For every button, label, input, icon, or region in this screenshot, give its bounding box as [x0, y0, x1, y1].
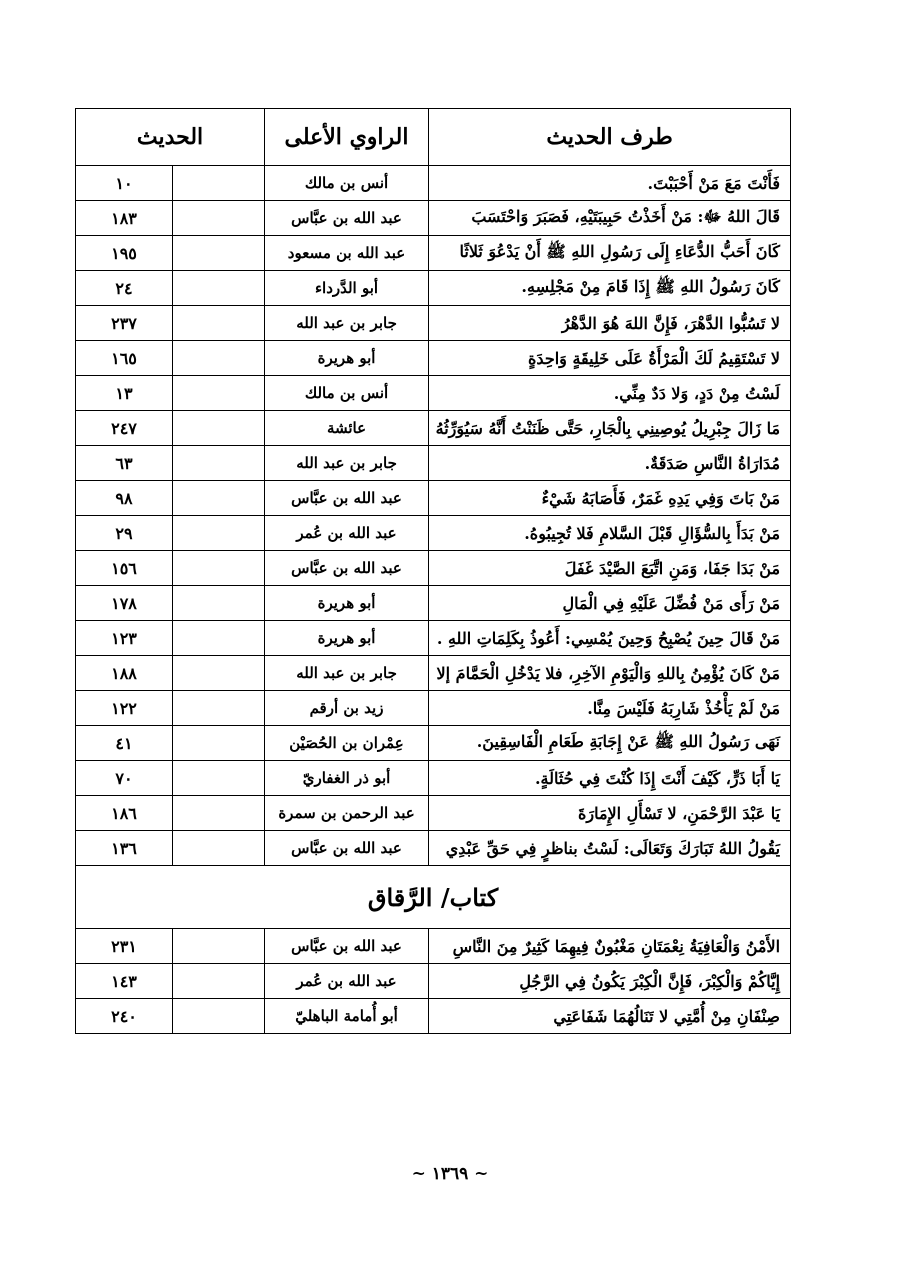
empty-cell [173, 341, 265, 376]
hadith-index-table [75, 108, 791, 1034]
hadith-text-cell: مَا زَالَ جِبْرِيلُ يُوصِينِي بِالْجَارِ، حَتَّى ظَنَنْتُ أَنَّهُ سَيُوَرِّثُهُ [429, 411, 791, 446]
hadith-number-cell: ١٣ [76, 376, 173, 411]
hadith-number-cell: ١٦٥ [76, 341, 173, 376]
header-hadith-text: طرف الحديث [429, 109, 791, 166]
table-row [76, 376, 791, 411]
hadith-text-cell: صِنْفَانِ مِنْ أُمَّتِي لا تَنَالُهُمَا شَفَاعَتِي [429, 999, 791, 1034]
hadith-text-cell: كَانَ رَسُولُ اللهِ ﷺ إِذَا قَامَ مِنْ مَجْلِسِهِ. [429, 271, 791, 306]
hadith-number-cell: ١٠ [76, 166, 173, 201]
empty-cell [173, 586, 265, 621]
empty-cell [173, 831, 265, 866]
empty-cell [173, 376, 265, 411]
narrator-cell: جابر بن عبد الله [265, 446, 429, 481]
hadith-number-cell: ٩٨ [76, 481, 173, 516]
narrator-cell: أبو أُمامة الباهليّ [265, 999, 429, 1034]
table-row [76, 271, 791, 306]
table-row [76, 831, 791, 866]
empty-cell [173, 201, 265, 236]
section-heading-row [76, 866, 791, 929]
table-row [76, 446, 791, 481]
hadith-number-cell: ١٧٨ [76, 586, 173, 621]
empty-cell [173, 516, 265, 551]
empty-cell [173, 411, 265, 446]
hadith-text-cell: مَنْ بَدَا جَفَا، وَمَنِ اتَّبَعَ الصَّيْدَ غَفَلَ [429, 551, 791, 586]
empty-cell [173, 271, 265, 306]
table-row [76, 964, 791, 999]
table-row [76, 726, 791, 761]
table-row [76, 306, 791, 341]
empty-cell [173, 621, 265, 656]
hadith-text-cell: إِيَّاكُمْ وَالْكِبْرَ، فَإِنَّ الْكِبْرَ يَكُونُ فِي الرَّجُلِ [429, 964, 791, 999]
hadith-text-cell: الأَمْنُ وَالْعَافِيَةُ نِعْمَتَانِ مَغْبُونٌ فِيهِمَا كَثِيرٌ مِنَ النَّاسِ [429, 929, 791, 964]
header-number: الحديث [76, 109, 265, 166]
empty-cell [173, 796, 265, 831]
hadith-number-cell: ١٣٦ [76, 831, 173, 866]
table-row [76, 761, 791, 796]
hadith-text-cell: فَأَنْتَ مَعَ مَنْ أَحْبَبْتَ. [429, 166, 791, 201]
hadith-text-cell: قَالَ اللهُ ﷻ: مَنْ أَخَذْتُ حَبِيبَتَيْهِ، فَصَبَرَ وَاحْتَسَبَ [429, 201, 791, 236]
table-row [76, 691, 791, 726]
table-row [76, 929, 791, 964]
hadith-text-cell: يَقُولُ اللهُ تَبَارَكَ وَتَعَالَى: لَسْتُ بناظرٍ فِي حَقِّ عَبْدِي [429, 831, 791, 866]
hadith-number-cell: ١٥٦ [76, 551, 173, 586]
table-row [76, 341, 791, 376]
narrator-cell: جابر بن عبد الله [265, 656, 429, 691]
narrator-cell: أنس بن مالك [265, 376, 429, 411]
empty-cell [173, 166, 265, 201]
hadith-number-cell: ٢٤٠ [76, 999, 173, 1034]
narrator-cell: عبد الله بن مسعود [265, 236, 429, 271]
hadith-text-cell: مَنْ بَاتَ وَفِي يَدِهِ غَمَرٌ، فَأَصَابَهُ شَيْءٌ [429, 481, 791, 516]
narrator-cell: أبو الدَّرداء [265, 271, 429, 306]
narrator-cell: أبو هريرة [265, 586, 429, 621]
hadith-number-cell: ٤١ [76, 726, 173, 761]
narrator-cell: أنس بن مالك [265, 166, 429, 201]
narrator-cell: عبد الله بن عُمر [265, 516, 429, 551]
narrator-cell: عبد الله بن عبَّاس [265, 831, 429, 866]
narrator-cell: عائشة [265, 411, 429, 446]
narrator-cell: عبد الرحمن بن سمرة [265, 796, 429, 831]
hadith-text-cell: مُدَارَاةُ النَّاسِ صَدَقَةٌ. [429, 446, 791, 481]
empty-cell [173, 964, 265, 999]
hadith-text-cell: يَا عَبْدَ الرَّحْمَنِ، لا تَسْأَلِ الإِمَارَةَ [429, 796, 791, 831]
table-row [76, 516, 791, 551]
hadith-number-cell: ٢٣٧ [76, 306, 173, 341]
hadith-number-cell: ١٩٥ [76, 236, 173, 271]
empty-cell [173, 446, 265, 481]
hadith-number-cell: ١٢٣ [76, 621, 173, 656]
hadith-text-cell: نَهَى رَسُولُ اللهِ ﷺ عَنْ إِجَابَةِ طَعَامِ الْفَاسِقِينَ. [429, 726, 791, 761]
table-row [76, 411, 791, 446]
narrator-cell: زيد بن أرقم [265, 691, 429, 726]
section-title: كتاب/ الرَّقاق [76, 866, 791, 929]
hadith-number-cell: ٧٠ [76, 761, 173, 796]
hadith-text-cell: لَسْتُ مِنْ دَدٍ، وَلا دَدٌ مِنِّي. [429, 376, 791, 411]
narrator-cell: عبد الله بن عُمر [265, 964, 429, 999]
hadith-text-cell: مَنْ لَمْ يَأْخُذْ شَارِبَهُ فَلَيْسَ مِنَّا. [429, 691, 791, 726]
hadith-text-cell: مَنْ قَالَ حِينَ يُصْبِحُ وَحِينَ يُمْسِي: أَعُوذُ بِكَلِمَاتِ اللهِ . [429, 621, 791, 656]
narrator-cell: عبد الله بن عبَّاس [265, 551, 429, 586]
hadith-text-cell: يَا أَبَا ذَرٍّ، كَيْفَ أَنْتَ إِذَا كُنْتَ فِي حُثَالَةٍ. [429, 761, 791, 796]
hadith-number-cell: ٦٣ [76, 446, 173, 481]
empty-cell [173, 551, 265, 586]
hadith-number-cell: ٢٣١ [76, 929, 173, 964]
hadith-text-cell: لا تَسْتَقِيمُ لَكَ الْمَرْأَةُ عَلَى خَلِيقَةٍ وَاحِدَةٍ [429, 341, 791, 376]
hadith-text-cell: لا تَسُبُّوا الدَّهْرَ، فَإِنَّ اللهَ هُوَ الدَّهْرُ [429, 306, 791, 341]
empty-cell [173, 656, 265, 691]
hadith-number-cell: ٢٤٧ [76, 411, 173, 446]
table-body-part2 [76, 929, 791, 1034]
empty-cell [173, 726, 265, 761]
hadith-number-cell: ١٨٣ [76, 201, 173, 236]
table-row [76, 621, 791, 656]
table-row [76, 586, 791, 621]
table-header-row [76, 109, 791, 166]
table-row [76, 656, 791, 691]
table-row [76, 236, 791, 271]
narrator-cell: عبد الله بن عبَّاس [265, 201, 429, 236]
empty-cell [173, 691, 265, 726]
table-row [76, 551, 791, 586]
empty-cell [173, 929, 265, 964]
empty-cell [173, 236, 265, 271]
page-number: ~ ١٣٦٩ ~ [411, 1164, 489, 1184]
empty-cell [173, 999, 265, 1034]
hadith-number-cell: ٢٩ [76, 516, 173, 551]
empty-cell [173, 306, 265, 341]
table-row [76, 796, 791, 831]
hadith-text-cell: مَنْ كَانَ يُؤْمِنُ بِاللهِ وَالْيَوْمِ الآخِرِ، فلا يَدْخُلِ الْحَمَّامَ إلا [429, 656, 791, 691]
table-body-part1 [76, 166, 791, 866]
hadith-text-cell: كَانَ أَحَبُّ الدُّعَاءِ إِلَى رَسُولِ اللهِ ﷺ أَنْ يَدْعُوَ ثَلاثًا [429, 236, 791, 271]
header-narrator: الراوي الأعلى [265, 109, 429, 166]
hadith-number-cell: ١٨٨ [76, 656, 173, 691]
table-row [76, 201, 791, 236]
table-row [76, 481, 791, 516]
narrator-cell: عبد الله بن عبَّاس [265, 481, 429, 516]
hadith-text-cell: مَنْ رَأَى مَنْ فُضِّلَ عَلَيْهِ فِي الْمَالِ [429, 586, 791, 621]
table-row [76, 999, 791, 1034]
hadith-number-cell: ١٨٦ [76, 796, 173, 831]
hadith-text-cell: مَنْ بَدَأَ بِالسُّؤَالِ قَبْلَ السَّلامِ فَلا تُجِيبُوهُ. [429, 516, 791, 551]
narrator-cell: أبو هريرة [265, 621, 429, 656]
narrator-cell: أبو ذر الغفاريّ [265, 761, 429, 796]
narrator-cell: جابر بن عبد الله [265, 306, 429, 341]
hadith-number-cell: ٢٤ [76, 271, 173, 306]
hadith-number-cell: ١٤٣ [76, 964, 173, 999]
empty-cell [173, 761, 265, 796]
narrator-cell: عبد الله بن عبَّاس [265, 929, 429, 964]
empty-cell [173, 481, 265, 516]
narrator-cell: أبو هريرة [265, 341, 429, 376]
table-row [76, 166, 791, 201]
hadith-number-cell: ١٢٢ [76, 691, 173, 726]
narrator-cell: عِمْران بن الحُصَيْن [265, 726, 429, 761]
